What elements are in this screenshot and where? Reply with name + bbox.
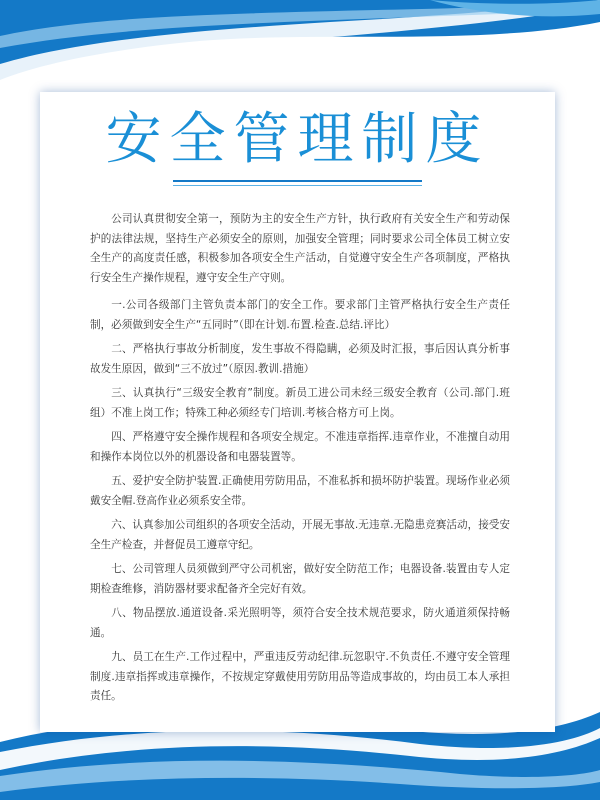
rule-item: 三、认真执行“三级安全教育”制度。新员工进公司未经三级安全教育（公司.部门.班组）不准上岗工作；特殊工种必须经专门培训.考核合格方可上岗。	[90, 387, 510, 419]
title-underline	[173, 180, 422, 182]
title-underline-thin	[173, 185, 422, 186]
rule-item: 四、严格遵守安全操作规程和各项安全规定。不准违章指挥.违章作业，不准擅自动用和操作本岗位以外的机器设备和电器装置等。	[90, 431, 510, 463]
rule-item: 五、爱护安全防护装置.正确使用劳防用品，不准私拆和损坏防护装置。现场作业必须戴安全帽.登高作业必须系安全带。	[90, 475, 510, 507]
rule-item: 九、员工在生产.工作过程中，严重违反劳动纪律.玩忽职守.不负责任.不遵守安全管理制度.违章指挥或违章操作，不按规定穿戴使用劳防用品等造成事故的，均由员工本人承担责任。	[90, 651, 510, 702]
rule-item: 二、严格执行事故分析制度，发生事故不得隐瞒，必须及时汇报，事后因认真分析事故发生原因，做到“三不放过”（原因.教训.措施）	[90, 343, 510, 375]
intro-paragraph: 公司认真贯彻安全第一，预防为主的安全生产方针，执行政府有关安全生产和劳动保护的法律法规，坚持生产必须安全的原则，加强安全管理；同时要求公司全体员工树立安全生产的高度责任感，积极参加各项安全生产活动，自觉遵守安全生产各项制度，严格执行安全生产操作规程，遵守安全生产守则。	[90, 213, 510, 284]
document-body	[90, 210, 510, 712]
rule-item: 七、公司管理人员须做到严守公司机密，做好安全防范工作；电器设备.装置由专人定期检查维修，消防器材要求配备齐全完好有效。	[90, 563, 510, 595]
document-card	[40, 92, 555, 732]
rule-item: 六、认真参加公司组织的各项安全活动，开展无事故.无违章.无隐患竞赛活动，接受安全生产检查，并督促员工遵章守纪。	[90, 519, 510, 551]
document-title: 安全管理制度	[105, 107, 490, 172]
rule-item: 一.公司各级部门主管负责本部门的安全工作。要求部门主管严格执行安全生产责任制，必须做到安全生产“五同时”（即在计划.布置.检查.总结.评比）	[90, 299, 510, 331]
rule-item: 八、物品摆放.通道设备.采光照明等，须符合安全技术规范要求，防火通道须保持畅通。	[90, 607, 510, 639]
